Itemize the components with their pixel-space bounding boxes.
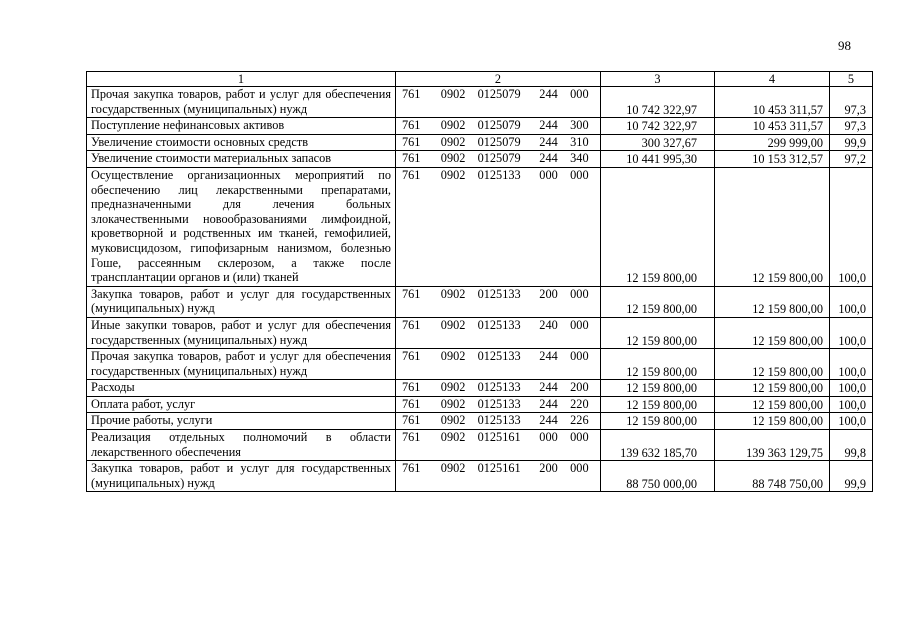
row-name: Увеличение стоимости основных средств (87, 134, 396, 151)
code-csr: 0125133 (477, 380, 521, 395)
code-vr: 000 (539, 167, 558, 182)
row-plan: 12 159 800,00 (601, 167, 715, 286)
table-row (87, 413, 873, 430)
row-plan: 300 327,67 (601, 134, 715, 151)
row-fact: 10 153 312,57 (715, 151, 830, 168)
row-codes (396, 167, 601, 286)
code-vr: 200 (539, 286, 558, 301)
row-plan: 12 159 800,00 (601, 349, 715, 380)
code-ved: 761 (402, 461, 421, 476)
row-codes (396, 286, 601, 317)
code-vr: 244 (539, 151, 558, 166)
code-vr: 244 (539, 349, 558, 364)
budget-table (86, 71, 873, 492)
code-section: 0902 (440, 87, 466, 101)
row-name: Осуществление организационных мероприятий по обеспечению лиц лекарственными препаратами, предназначенными для лечения больных злокачественными новообразованиями лимфоидной, кроветворной и родственных им тканей, гемофилией, муковисцидозом, гипофизарным нанизмом, болезнью Гоше, рассеянным склерозом, а также после трансплантации органов и (или) тканей (87, 167, 396, 286)
row-percent: 99,9 (830, 461, 873, 492)
code-kosgu: 000 (570, 349, 589, 364)
row-fact: 10 453 311,57 (715, 118, 830, 135)
table-row (87, 118, 873, 135)
row-percent: 100,0 (830, 413, 873, 430)
code-section: 0902 (440, 461, 466, 476)
row-name: Реализация отдельных полномочий в области лекарственного обеспечения (87, 430, 396, 461)
code-section: 0902 (440, 167, 466, 182)
code-section: 0902 (440, 413, 466, 428)
row-percent: 100,0 (830, 396, 873, 413)
row-fact: 12 159 800,00 (715, 413, 830, 430)
code-csr: 0125079 (477, 134, 521, 149)
row-plan: 12 159 800,00 (601, 286, 715, 317)
code-ved: 761 (402, 380, 421, 395)
code-ved: 761 (402, 396, 421, 411)
code-csr: 0125079 (477, 151, 521, 166)
code-csr: 0125133 (477, 396, 521, 411)
code-vr: 244 (539, 380, 558, 395)
code-kosgu: 310 (570, 134, 589, 149)
code-csr: 0125133 (477, 317, 521, 332)
code-section: 0902 (440, 118, 466, 133)
row-name: Иные закупки товаров, работ и услуг для обеспечения государственных (муниципальных) нужд (87, 317, 396, 348)
code-csr: 0125133 (477, 349, 521, 364)
table-row (87, 349, 873, 380)
code-kosgu: 220 (570, 396, 589, 411)
table-header-row (87, 72, 873, 87)
code-vr: 244 (539, 118, 558, 133)
row-codes (396, 380, 601, 397)
code-kosgu: 000 (570, 461, 589, 476)
row-percent: 100,0 (830, 317, 873, 348)
row-name: Прочая закупка товаров, работ и услуг для обеспечения государственных (муниципальных) нужд (87, 87, 396, 118)
code-csr: 0125079 (477, 118, 521, 133)
table-row (87, 461, 873, 492)
code-kosgu: 000 (570, 167, 589, 182)
row-name: Прочие работы, услуги (87, 413, 396, 430)
row-plan: 12 159 800,00 (601, 317, 715, 348)
row-codes (396, 134, 601, 151)
code-csr: 0125079 (477, 87, 521, 101)
row-percent: 100,0 (830, 167, 873, 286)
row-codes (396, 118, 601, 135)
code-section: 0902 (440, 151, 466, 166)
code-section: 0902 (440, 317, 466, 332)
row-name: Поступление нефинансовых активов (87, 118, 396, 135)
row-name: Закупка товаров, работ и услуг для государственных (муниципальных) нужд (87, 286, 396, 317)
code-section: 0902 (440, 430, 466, 445)
code-csr: 0125133 (477, 286, 521, 301)
code-vr: 244 (539, 134, 558, 149)
code-section: 0902 (440, 396, 466, 411)
code-vr: 244 (539, 396, 558, 411)
row-fact: 12 159 800,00 (715, 396, 830, 413)
table-row (87, 87, 873, 118)
code-section: 0902 (440, 134, 466, 149)
table-row (87, 134, 873, 151)
row-fact: 12 159 800,00 (715, 167, 830, 286)
column-header: 1 (87, 72, 396, 87)
row-percent: 100,0 (830, 380, 873, 397)
code-ved: 761 (402, 134, 421, 149)
code-ved: 761 (402, 87, 421, 101)
row-fact: 12 159 800,00 (715, 286, 830, 317)
code-kosgu: 000 (570, 430, 589, 445)
table-row (87, 430, 873, 461)
row-plan: 10 441 995,30 (601, 151, 715, 168)
code-kosgu: 226 (570, 413, 589, 428)
row-codes (396, 396, 601, 413)
code-ved: 761 (402, 430, 421, 445)
row-plan: 10 742 322,97 (601, 87, 715, 118)
row-fact: 10 453 311,57 (715, 87, 830, 118)
code-kosgu: 340 (570, 151, 589, 166)
table-row (87, 317, 873, 348)
row-codes (396, 430, 601, 461)
row-name: Увеличение стоимости материальных запасов (87, 151, 396, 168)
code-section: 0902 (440, 380, 466, 395)
code-vr: 000 (539, 430, 558, 445)
row-codes (396, 349, 601, 380)
code-csr: 0125161 (477, 430, 521, 445)
page-number: 98 (838, 38, 851, 53)
row-codes (396, 461, 601, 492)
row-percent: 99,9 (830, 134, 873, 151)
code-kosgu: 200 (570, 380, 589, 395)
code-ved: 761 (402, 118, 421, 133)
code-kosgu: 300 (570, 118, 589, 133)
row-codes (396, 151, 601, 168)
column-header: 3 (601, 72, 715, 87)
table-row (87, 167, 873, 286)
code-csr: 0125133 (477, 413, 521, 428)
code-ved: 761 (402, 349, 421, 364)
row-fact: 88 748 750,00 (715, 461, 830, 492)
row-codes (396, 413, 601, 430)
code-kosgu: 000 (570, 317, 589, 332)
table-row (87, 286, 873, 317)
table-body (87, 87, 873, 492)
code-ved: 761 (402, 317, 421, 332)
row-percent: 99,8 (830, 430, 873, 461)
row-plan: 88 750 000,00 (601, 461, 715, 492)
row-plan: 139 632 185,70 (601, 430, 715, 461)
column-header: 5 (830, 72, 873, 87)
code-ved: 761 (402, 151, 421, 166)
code-vr: 244 (539, 87, 558, 101)
code-ved: 761 (402, 413, 421, 428)
code-csr: 0125133 (477, 167, 521, 182)
table-row (87, 151, 873, 168)
row-fact: 12 159 800,00 (715, 317, 830, 348)
code-vr: 244 (539, 413, 558, 428)
row-percent: 100,0 (830, 349, 873, 380)
table-row (87, 380, 873, 397)
row-name: Оплата работ, услуг (87, 396, 396, 413)
row-fact: 139 363 129,75 (715, 430, 830, 461)
code-section: 0902 (440, 349, 466, 364)
row-fact: 299 999,00 (715, 134, 830, 151)
code-ved: 761 (402, 167, 421, 182)
column-header: 4 (715, 72, 830, 87)
row-percent: 97,3 (830, 87, 873, 118)
code-section: 0902 (440, 286, 466, 301)
code-ved: 761 (402, 286, 421, 301)
code-kosgu: 000 (570, 286, 589, 301)
code-vr: 240 (539, 317, 558, 332)
row-fact: 12 159 800,00 (715, 380, 830, 397)
row-percent: 97,3 (830, 118, 873, 135)
row-plan: 12 159 800,00 (601, 380, 715, 397)
code-kosgu: 000 (570, 87, 589, 101)
row-codes (396, 317, 601, 348)
row-percent: 97,2 (830, 151, 873, 168)
row-codes (396, 87, 601, 118)
column-header: 2 (396, 72, 601, 87)
row-fact: 12 159 800,00 (715, 349, 830, 380)
table-row (87, 396, 873, 413)
row-name: Прочая закупка товаров, работ и услуг для обеспечения государственных (муниципальных) нужд (87, 349, 396, 380)
row-plan: 12 159 800,00 (601, 396, 715, 413)
row-name: Закупка товаров, работ и услуг для государственных (муниципальных) нужд (87, 461, 396, 492)
row-percent: 100,0 (830, 286, 873, 317)
code-vr: 200 (539, 461, 558, 476)
row-plan: 12 159 800,00 (601, 413, 715, 430)
code-csr: 0125161 (477, 461, 521, 476)
row-plan: 10 742 322,97 (601, 118, 715, 135)
row-name: Расходы (87, 380, 396, 397)
